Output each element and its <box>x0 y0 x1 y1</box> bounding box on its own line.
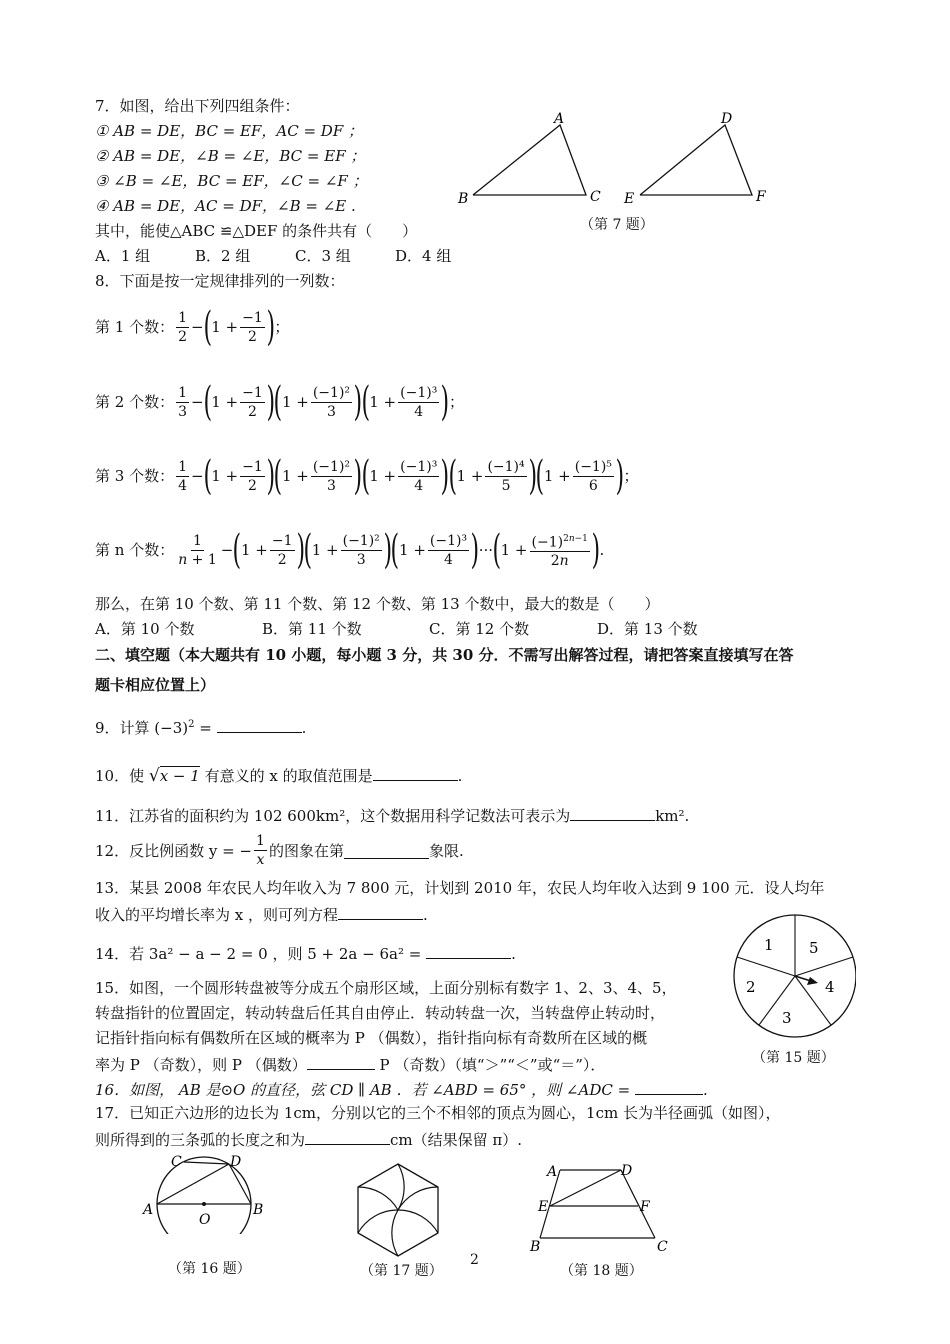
q8-term-n: 第 n 个数： $\frac{1}{n + 1}$ − ( 1 + $\frac{-1}{2}$ ) ( 1 + $\frac{\text{(−1)²}}{3}$ ) ( 1 + $\frac{\text{(−1)³}}{4}$ ) ··· ( 1 + $\frac{(-1)^{2n-1}}{2n}$ ) . <box>95 527 605 573</box>
label-b: B <box>530 1239 541 1254</box>
label-o: O <box>199 1212 211 1228</box>
q10-answer-blank <box>373 764 458 781</box>
q9-answer-blank <box>217 716 302 733</box>
arrowhead-icon <box>807 977 818 985</box>
sector-1: 1 <box>764 936 774 954</box>
q12-mid: 的图象在第 <box>268 841 344 860</box>
label-c: C <box>171 1154 182 1170</box>
q13-text: 收入的平均增长率为 x ，则可列方程 <box>95 906 338 924</box>
q12-pre: 12．反比例函数 y = − <box>95 841 253 860</box>
q13-line-1: 13．某县 2008 年农民人均年收入为 7 800 元，计划到 2010 年，农民人均年收入达到 9 100 元．设人均年 <box>95 879 825 897</box>
q14-answer-blank <box>426 942 511 959</box>
q7-option-b: B．2 组 <box>195 247 251 265</box>
q17-caption: （第 17 题） <box>360 1263 443 1279</box>
q18-caption: （第 18 题） <box>560 1263 643 1279</box>
label-a: A <box>143 1202 154 1218</box>
q8-option-c: C．第 12 个数 <box>429 620 530 638</box>
q12-numerator: 1 <box>256 833 265 849</box>
q16-caption: （第 16 题） <box>168 1261 251 1277</box>
q13-answer-blank <box>338 903 423 920</box>
q7-condition-4: ④ AB = DE，AC = DF，∠B = ∠E . <box>95 197 356 215</box>
q13-end: . <box>423 906 428 924</box>
q8-option-a: A．第 10 个数 <box>95 620 195 638</box>
triangle-def <box>640 125 752 195</box>
q17-answer-blank <box>305 1128 390 1145</box>
q10-mid: 有意义的 x 的取值范围是 <box>199 767 373 785</box>
q11 <box>95 804 689 826</box>
q16-circle-figure <box>135 1152 270 1234</box>
q17-text: 则所得到的三条弧的长度之和为 <box>95 1131 306 1149</box>
q8-option-d: D．第 13 个数 <box>597 620 698 638</box>
q15-caption: （第 15 题） <box>752 1050 835 1066</box>
label-d: D <box>721 111 733 127</box>
q8-term-3-label: 第 3 个数： <box>95 467 175 485</box>
q8-term-3: 第 3 个数： $\frac{1}{4}$ − ( 1 + $\frac{-1}{2}$ ) ( 1 + $\frac{\text{(−1)²}}{3}$ ) ( 1 + $\frac{\text{(−1)³}}{4}$ ) ( 1 + $\frac{\text{(−1)⁴}}{5}$ ) ( 1 + $\frac{\text{(−1)⁵}}{6}$ ) ； <box>95 453 639 499</box>
triangle-abc <box>473 125 586 195</box>
page-number: 2 <box>470 1252 479 1268</box>
section-2-heading-line-2: 题卡相应位置上） <box>95 676 216 694</box>
q7-option-a: A．1 组 <box>95 247 151 265</box>
q7-condition-3: ③ ∠B = ∠E，BC = EF，∠C = ∠F ； <box>95 172 368 190</box>
label-b: B <box>458 191 469 205</box>
label-a: A <box>554 111 565 127</box>
q10-radicand: x − 1 <box>159 767 200 785</box>
q8-term-2-label: 第 2 个数： <box>95 393 175 411</box>
q10 <box>95 764 462 786</box>
q14-end: . <box>511 945 516 963</box>
label-e: E <box>538 1199 549 1215</box>
label-b: B <box>253 1202 264 1218</box>
q15-spinner-figure <box>730 908 856 1044</box>
q8-option-b: B．第 11 个数 <box>262 620 362 638</box>
label-d: D <box>230 1154 242 1170</box>
sector-4: 4 <box>825 978 835 996</box>
label-d: D <box>621 1163 633 1179</box>
q8-term-n-label: 第 n 个数： <box>95 541 175 559</box>
q17-line-2 <box>95 1128 522 1150</box>
q13-line-2 <box>95 903 428 925</box>
q9-end: . <box>301 719 307 737</box>
q10-pre: 10．使 <box>95 767 149 785</box>
q16-text: 16．如图， AB 是⊙O 的直径，弦 CD ∥ AB ．若 ∠ABD = 65° ，则 ∠ADC = <box>95 1081 635 1099</box>
q15-text-b: P （奇数）（填“＞”“＜”或“＝”）． <box>374 1056 606 1074</box>
q16-end: . <box>702 1081 708 1099</box>
section-2-heading-line-1: 二、填空题（本大题共有 10 小题，每小题 3 分，共 30 分．不需写出解答过程，请把答案直接填写在答 <box>95 646 794 664</box>
sector-3: 3 <box>782 1009 792 1027</box>
q8-term-1-label: 第 1 个数： <box>95 318 175 336</box>
q11-end: km². <box>655 807 690 825</box>
sqrt-icon: √ <box>148 766 160 786</box>
q14 <box>95 942 516 964</box>
q8-term-1: 第 1 个数： $\frac{1}{2}$ − ( 1 + $\frac{-1}{2}$ ) ； <box>95 304 290 350</box>
q7-condition-1: ① AB = DE，BC = EF，AC = DF ； <box>95 122 364 140</box>
q12 <box>95 832 464 869</box>
q7-option-d: D．4 组 <box>395 247 452 265</box>
label-f: F <box>756 189 766 205</box>
q7-stem: 7．如图，给出下列四组条件： <box>95 97 300 115</box>
q8-stem: 8．下面是按一定规律排列的一列数： <box>95 272 345 290</box>
q8-question: 那么，在第 10 个数、第 11 个数、第 12 个数、第 13 个数中，最大的数是（ ） <box>95 595 660 613</box>
q7-condition-2: ② AB = DE，∠B = ∠E，BC = EF ； <box>95 147 366 165</box>
q7-option-c: C．3 组 <box>295 247 351 265</box>
q7-caption: （第 7 题） <box>580 217 654 233</box>
q18-trapezoid-figure <box>525 1158 675 1254</box>
q14-text: 14．若 3a² − a − 2 = 0 ，则 5 + 2a − 6a² = <box>95 945 427 963</box>
label-c: C <box>590 189 601 205</box>
label-a: A <box>547 1164 558 1180</box>
q12-answer-blank <box>344 842 429 859</box>
sector-2: 2 <box>746 978 756 996</box>
q15-line-4 <box>95 1053 605 1075</box>
q15-answer-blank <box>307 1053 375 1070</box>
q9-expression: 9．计算 (−3) <box>95 719 189 737</box>
q15-line-2: 转盘指针的位置固定，转动转盘后任其自由停止．转动转盘一次，当转盘停止转动时， <box>95 1004 666 1022</box>
q15-line-1: 15．如图，一个圆形转盘被等分成五个扇形区域，上面分别标有数字 1、2、3、4、5， <box>95 979 677 997</box>
q11-text: 11．江苏省的面积约为 102 600km²，这个数据用科学记数法可表示为 <box>95 807 571 825</box>
q17-line-1: 17．已知正六边形的边长为 1cm，分别以它的三个不相邻的顶点为圆心，1cm 长为半径画弧（如图）， <box>95 1104 781 1122</box>
q9-equals: = <box>194 719 217 737</box>
q11-answer-blank <box>570 804 655 821</box>
q17-hexagon-figure <box>350 1160 446 1260</box>
q8-options <box>95 619 698 639</box>
sector-5: 5 <box>809 939 819 957</box>
label-c: C <box>657 1239 668 1254</box>
q12-denominator: x <box>256 852 265 868</box>
q15-line-3: 记指针指向标有偶数所在区域的概率为 P （偶数），指针指向标有奇数所在区域的概 <box>95 1029 648 1047</box>
q16-answer-blank <box>635 1078 703 1095</box>
q7-question: 其中，能使△ABC ≌△DEF 的条件共有（ ） <box>95 222 418 240</box>
q7-triangles-figure <box>450 105 780 205</box>
q16 <box>95 1078 708 1100</box>
q7-options <box>95 246 451 266</box>
q10-end: . <box>457 767 463 785</box>
q9 <box>95 715 306 738</box>
q9-exponent: 2 <box>188 719 195 730</box>
label-f: F <box>640 1199 650 1215</box>
q15-text-a: 率为 P （奇数），则 P （偶数） <box>95 1056 307 1074</box>
q8-term-2: 第 2 个数： $\frac{1}{3}$ − ( 1 + $\frac{-1}{2}$ ) ( 1 + $\frac{\text{(−1)²}}{3}$ ) ( 1 + $\frac{\text{(−1)³}}{4}$ ) ； <box>95 379 464 425</box>
q12-end: 象限. <box>428 841 464 860</box>
label-e: E <box>624 191 635 205</box>
q17-end: cm（结果保留 π）. <box>390 1131 523 1149</box>
